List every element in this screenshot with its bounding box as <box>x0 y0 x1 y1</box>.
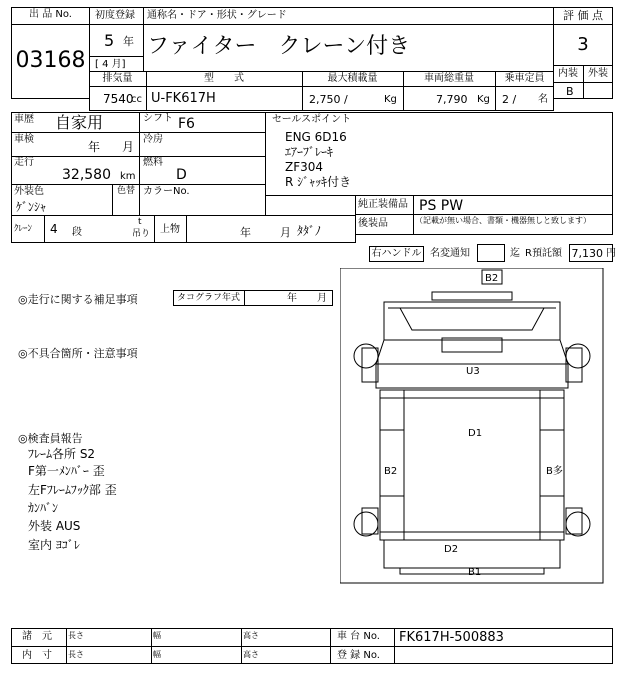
mark-right: B多 <box>546 466 563 477</box>
year-unit: 年 <box>123 35 134 48</box>
displacement-label: 排気量 <box>102 73 133 84</box>
crane-steps-unit: 段 <box>72 227 82 238</box>
registration-label: 登 録 No. <box>337 650 380 661</box>
genuine-label: 純正装備品 <box>358 199 408 210</box>
lot-number: 03168 <box>15 48 86 73</box>
mark-left: B2 <box>384 466 398 477</box>
capacity-unit: 名 <box>538 94 548 105</box>
length-label: 長さ <box>68 650 84 659</box>
driving-notes-label: ◎走行に関する補足事項 <box>18 293 138 306</box>
displacement-unit: cc <box>131 94 142 105</box>
history-value: 自家用 <box>55 113 104 132</box>
gross-weight-value: 7,790 <box>436 93 468 106</box>
gross-weight-label: 車両総重量 <box>424 73 474 84</box>
sales-point: ｴｱｰﾌﾞﾚｰｷ <box>285 145 334 159</box>
interior-grade: B <box>566 85 574 98</box>
inspection-month: 月 <box>122 140 135 154</box>
gross-weight-unit: Kg <box>477 94 490 105</box>
ac-label: 冷房 <box>143 134 163 145</box>
color-code-label: カラーNo. <box>143 186 190 197</box>
model-label: 通称名・ドア・形状・グレード <box>147 10 287 21</box>
length-label: 長さ <box>68 631 84 640</box>
defects-label: ◎不具合箇所・注意事項 <box>18 347 138 360</box>
reg-year: 5 <box>104 31 115 50</box>
notice-label: 名変通知 <box>430 248 470 259</box>
upper-month: 月 <box>280 226 291 239</box>
mark-top: B2 <box>485 273 499 284</box>
capacity-label: 乗車定員 <box>504 73 545 84</box>
inspector-item: ｶﾝﾊﾞﾝ <box>28 501 59 515</box>
displacement-value: 7540 <box>103 92 134 106</box>
reg-label: 初度登録 <box>95 10 135 21</box>
upper-maker: ﾀﾀﾞﾉ <box>297 224 322 238</box>
type-value: U-FK617H <box>151 91 216 106</box>
max-load-unit: Kg <box>384 94 397 105</box>
sales-title: セールスポイント <box>272 114 352 125</box>
shift-label: シフト <box>143 113 173 124</box>
crane-hang-label: 吊り <box>132 229 151 239</box>
dims-label: 諸 元 <box>22 631 52 642</box>
color-change-label: 色替 <box>117 186 136 196</box>
inspector-item: F第一ﾒﾝﾊﾞｰ 歪 <box>28 464 105 478</box>
capacity-value: 2 / <box>502 93 517 106</box>
mark-rear: B1 <box>468 567 482 578</box>
handle-type: 右ハンドル <box>371 248 422 259</box>
mileage-label: 走行 <box>14 157 34 168</box>
inspector-item: 外装 AUS <box>28 519 81 533</box>
color-label: 外装色 <box>14 186 44 197</box>
mark-cab: U3 <box>466 366 480 377</box>
lot-label: 出 品 No. <box>29 9 72 20</box>
tachograph-year: 年 <box>287 293 297 304</box>
tachograph-month: 月 <box>317 293 327 304</box>
inspector-item: 室内 ﾖｺﾞﾚ <box>28 538 80 552</box>
shift-value: F6 <box>178 116 195 132</box>
inspector-item: ﾌﾚｰﾑ各所 S2 <box>28 447 96 461</box>
truck-damage-diagram <box>340 268 604 584</box>
tachograph-label: タコグラフ年式 <box>177 293 241 303</box>
mark-rear-left: D2 <box>444 544 459 555</box>
eval-score: 3 <box>577 34 589 55</box>
r-deposit-value: 7,130 <box>571 247 603 260</box>
max-load-label: 最大積載量 <box>327 73 378 84</box>
aftermarket-label: 後装品 <box>358 218 388 229</box>
crane-label: ｸﾚｰﾝ <box>14 224 33 234</box>
ban-label: 迄 <box>510 248 520 259</box>
sales-point: ZF304 <box>285 160 324 174</box>
color-value: ｹﾞﾝｼｬ <box>16 200 47 214</box>
genuine-value: PS PW <box>419 198 464 214</box>
sales-point: ENG 6D16 <box>285 130 347 144</box>
aftermarket-note: （記載が無い場合、書類・機器無しと致します） <box>415 216 591 225</box>
sales-point: R ｼﾞｬｯｷ付き <box>285 175 352 189</box>
inspection-label: 車検 <box>14 134 34 145</box>
fuel-label: 燃料 <box>143 157 163 168</box>
chassis-label: 車 台 No. <box>337 631 380 642</box>
history-label: 車歴 <box>14 114 34 125</box>
upper-year: 年 <box>240 226 251 239</box>
yen-unit: 円 <box>606 248 616 259</box>
height-label: 高さ <box>243 650 259 659</box>
chassis-number: FK617H-500883 <box>399 630 504 645</box>
mileage-unit: km <box>120 171 136 182</box>
mileage-value: 32,580 <box>62 167 111 183</box>
max-load-value: 2,750 / <box>309 93 348 106</box>
interior-label: 内装 <box>558 68 578 79</box>
type-label: 型 式 <box>204 73 244 84</box>
r-deposit-label: R預託額 <box>525 248 562 259</box>
notice-box <box>477 244 505 262</box>
fuel-value: D <box>176 167 187 183</box>
crane-ton-unit: t <box>138 217 142 227</box>
inspector-item: 左Fﾌﾚｰﾑﾌｯｸ部 歪 <box>28 483 117 497</box>
upper-label: 上物 <box>160 224 180 235</box>
reg-month: [ 4 月] <box>95 59 126 70</box>
inspection-year: 年 <box>88 140 101 154</box>
height-label: 高さ <box>243 631 259 640</box>
inspector-report-label: ◎検査員報告 <box>18 432 83 445</box>
eval-label: 評 価 点 <box>563 9 603 22</box>
crane-steps: 4 <box>50 222 58 236</box>
width-label: 幅 <box>153 650 161 659</box>
exterior-label: 外装 <box>588 68 608 79</box>
interior-dims-label: 内 寸 <box>22 650 52 661</box>
model-name: ファイター クレーン付き <box>147 34 411 59</box>
width-label: 幅 <box>153 631 161 640</box>
mark-bed: D1 <box>468 428 483 439</box>
